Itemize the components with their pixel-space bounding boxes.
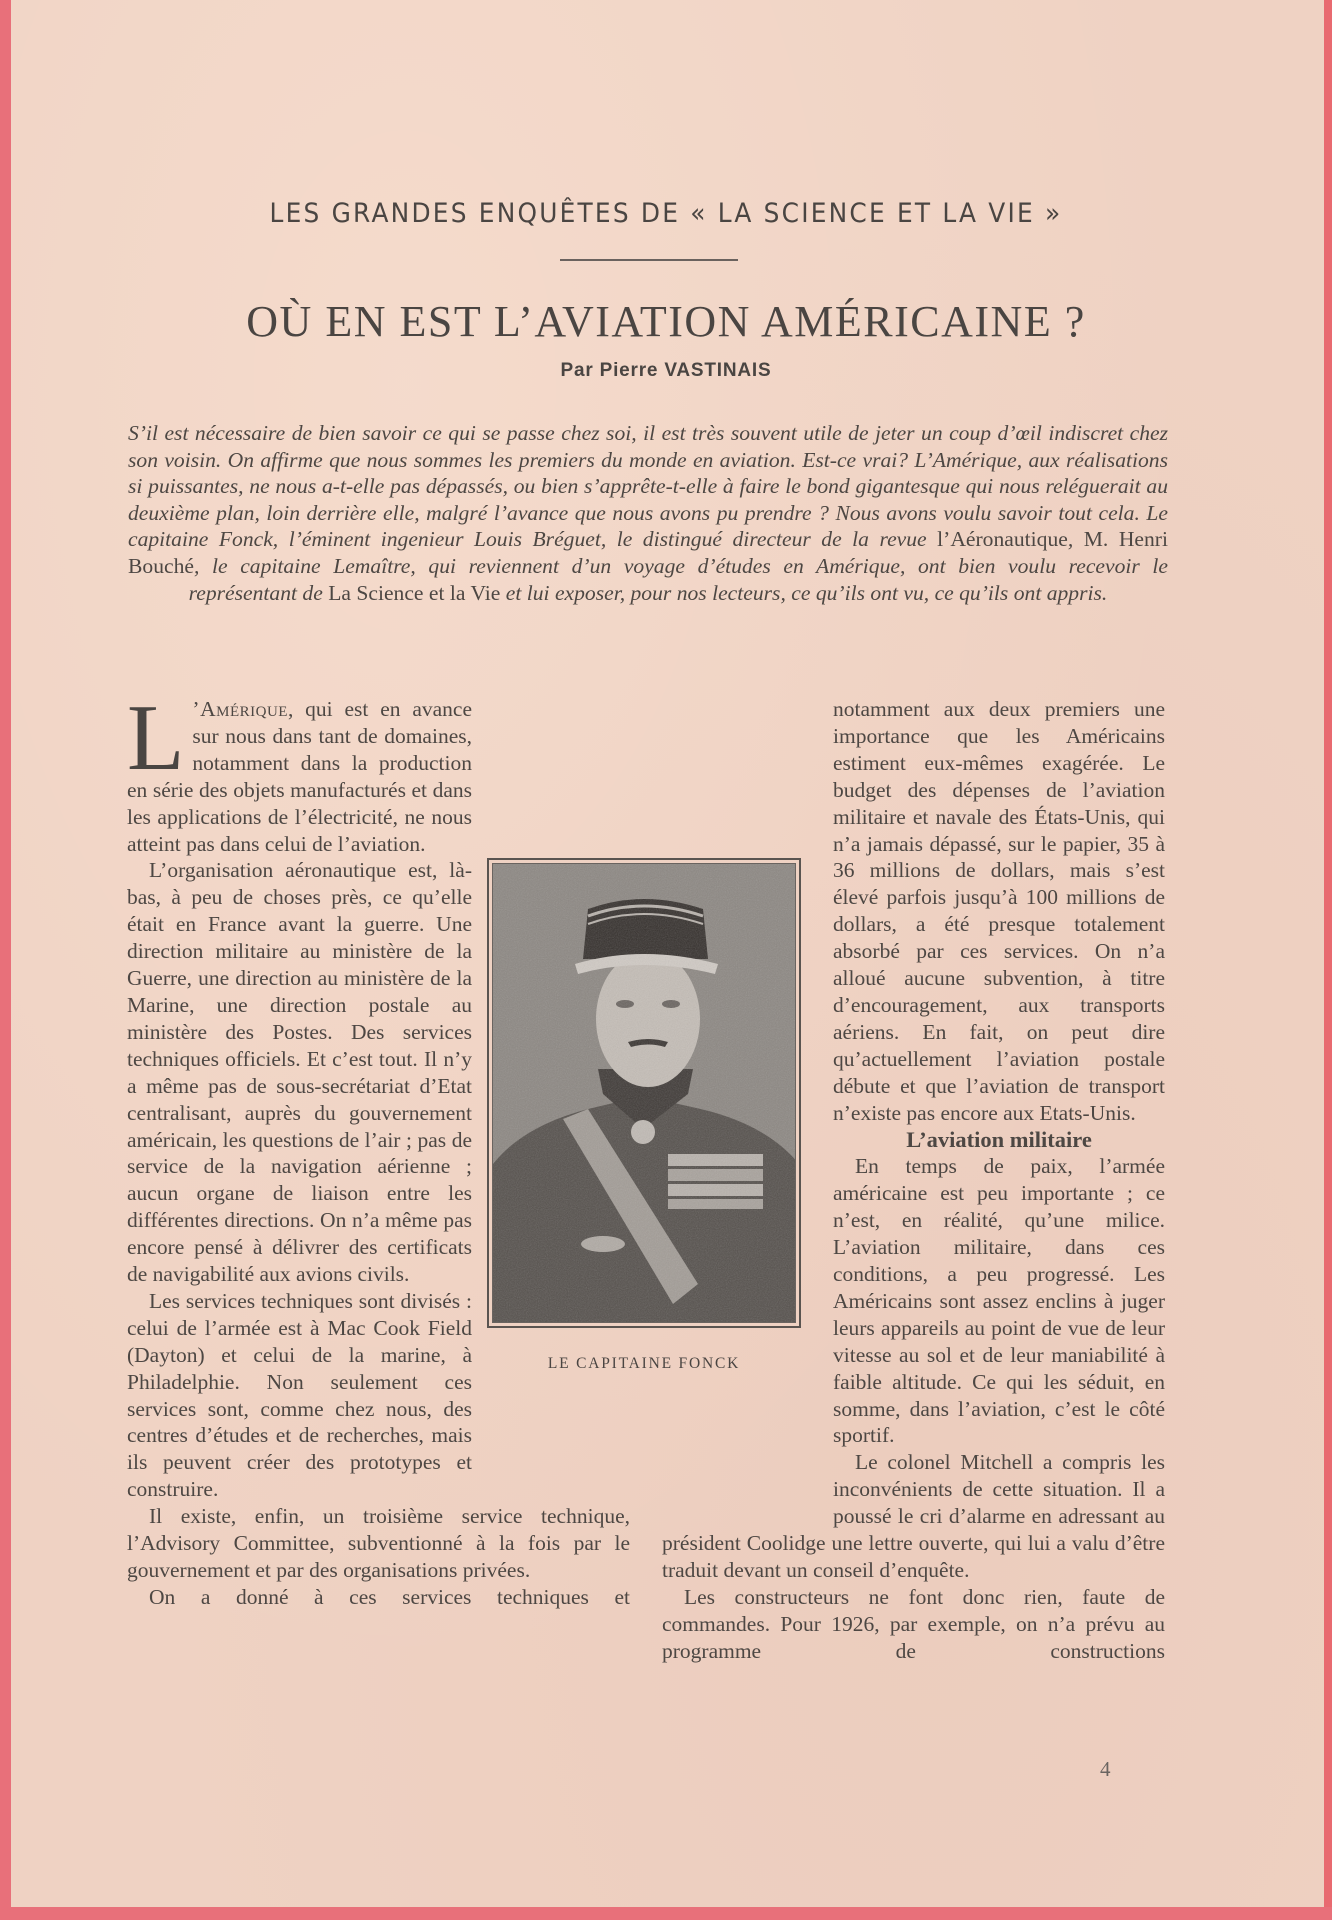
article-title: OÙ EN EST L’AVIATION AMÉRICAINE ? xyxy=(246,297,1086,346)
portrait-illustration xyxy=(493,864,796,1323)
intro-text-2: , xyxy=(1067,527,1084,552)
intro-revue-name: l’Aéronautique xyxy=(937,527,1068,552)
page-edge-bottom xyxy=(0,1907,1332,1920)
drop-cap: L xyxy=(127,686,185,790)
paragraph-1-text: , qui est en avance sur nous dans tant de domaines, notamment dans la production en série des objets manufacturés et dans les applications de l’électricité, ne nous atteint pas dans celui de l’aviation. xyxy=(127,697,472,856)
section-heading: L’aviation militaire xyxy=(906,1126,1092,1152)
paragraph-2: L’organisation aéronautique est, là-bas, à peu de choses près, ce qu’elle était en France avant la guerre. Une direction militaire au ministère de la Guerre, une direction au ministère de la Marine, une direction postale au ministère des Postes. Des services techniques officiels. Et c’est tout. Il n’y a même pas de sous-secrétariat d’Etat centralisant, auprès du gouvernement américain, les questions de l’air ; pas de service de la navigation aérienne ; aucun organe de liaison entre les différentes directions. On n’a même pas encore pensé à délivrer des certificats de navigabilité aux avions civils. xyxy=(127,858,472,1287)
series-title: LES GRANDES ENQUÊTES DE « LA SCIENCE ET LA VIE » xyxy=(269,198,1063,229)
paragraph-6: notamment aux deux premiers une importance que les Américains estiment eux-mêmes exagérée. Le budget des dépenses de l’aviation militaire et navale des États-Unis, qui n’a jamais dépassé, sur le papier, 35 à 36 millions de dollars, mais s’est élevé parfois jusqu’à 100 millions de dollars, a été presque totalement absorbé par ces services. On n’a alloué aucune subvention, à titre d’encouragement, aux transports aériens. En fait, on peut dire qu’actuellement l’aviation postale débute et que l’aviation de transport n’existe pas encore aux Etats-Unis. xyxy=(833,697,1165,1125)
paragraph-8: Le colonel Mitchell a compris les inconvénients de cette situation. Il a poussé le cri d’alarme en adressant au président Coolidge une lettre ouverte, qui lui a valu d’être traduit devant un conseil d’enquête. xyxy=(662,1450,1165,1582)
intro-person-name: M. Henri Bouché xyxy=(128,527,1168,578)
photo-caption: LE CAPITAINE FONCK xyxy=(547,1355,741,1372)
paragraph-4: Il existe, enfin, un troisième service technique, l’Advisory Committee, subventionné à la fois par le gouvernement et par des organisations privées. xyxy=(127,1504,630,1582)
intro-text-1: S’il est nécessaire de bien savoir ce qui se passe chez soi, il est très souvent utile de jeter un coup d’œil indiscret chez son voisin. On affirme que nous sommes les premiers du monde en aviation. Est-ce vrai? L’Amérique, aux réalisations si puissantes, ne nous a-t-elle pas dépassés, ou bien s’apprête-t-elle à faire le bond gigantesque qui nous reléguerait au deuxième plan, loin derrière elle, malgré l’avance que nous avons pu prendre ? Nous avons voulu savoir tout cela. Le capitaine Fonck, l’éminent ingenieur Louis Bréguet, le distingué directeur de la revue xyxy=(128,421,1168,552)
byline: Par Pierre VASTINAIS xyxy=(560,360,772,381)
intro-magazine-name: La Science et la Vie xyxy=(328,580,501,605)
intro-paragraph xyxy=(128,420,1168,606)
title-divider xyxy=(560,259,738,261)
intro-text-3: , le capitaine Lemaître, qui reviennent d’un voyage d’études en Amérique, ont bien voulu recevoir le représentant de xyxy=(188,553,1168,605)
intro-text-4: et lui exposer, pour nos lecteurs, ce qu’ils ont vu, ce qu’ils ont appris. xyxy=(500,580,1108,605)
page-edge-right xyxy=(1324,0,1332,1920)
lead-in: ’Amérique xyxy=(192,697,288,721)
paragraph-5: On a donné à ces services techniques et xyxy=(149,1584,630,1609)
paragraph-9: Les constructeurs ne font donc rien, faute de commandes. Pour 1926, par exemple, on n’a prévu au programme de constructions xyxy=(662,1584,1165,1663)
paragraph-3: Les services techniques sont divisés : celui de l’armée est à Mac Cook Field (Dayton) et celui de la marine, à Philadelphie. Non seulement ces services sont, comme chez nous, des centres d’études et de recherches, mais ils peuvent créer des prototypes et construire. xyxy=(127,1288,472,1502)
paragraph-7: En temps de paix, l’armée américaine est peu importante ; ce n’est, en réalité, qu’une milice. L’aviation militaire, dans ces conditions, a peu progressé. Les Américains sont assez enclins à juger leurs appareils au point de vue de leur vitesse au sol et de leur maniabilité à faible altitude. Ce qui les séduit, en somme, dans l’aviation, c’est le côté sportif. xyxy=(833,1154,1165,1448)
page-edge-left xyxy=(0,0,11,1920)
portrait-photo xyxy=(487,858,801,1328)
page-number: 4 xyxy=(1100,1757,1111,1781)
portrait-image xyxy=(492,863,796,1323)
